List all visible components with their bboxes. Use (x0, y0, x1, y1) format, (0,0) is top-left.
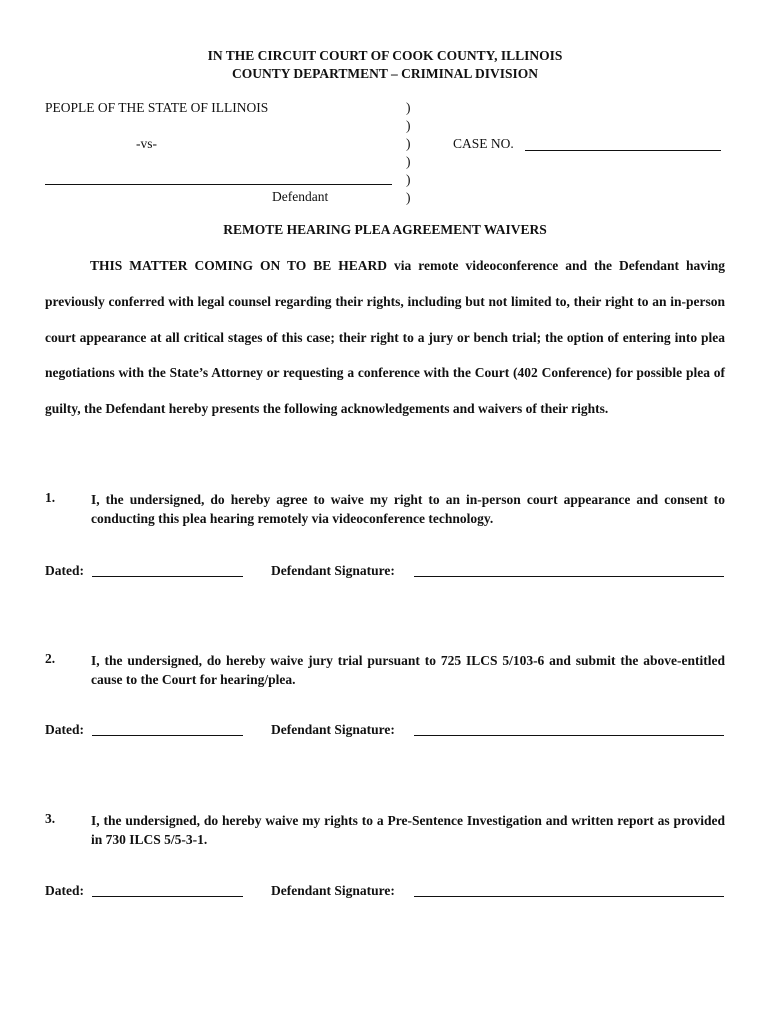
waiver-number: 3. (45, 811, 56, 826)
caption-paren: ) (406, 118, 411, 133)
case-no-label: CASE NO. (453, 136, 514, 151)
intro-paragraph: THIS MATTER COMING ON TO BE HEARD via remote videoconference and the Defendant having previously conferred with legal counsel regarding their rights, including but not limited to, their right to an in-person court appearance at all critical stages of this case; their right to a jury or bench trial; the option of entering into plea negotiations with the State’s Attorney or requesting a conference with the Court (402 Conference) for possible plea of guilty, the Defendant hereby presents the following acknowledgements and waivers of their rights. (45, 258, 725, 417)
defendant-label: Defendant (272, 189, 329, 204)
caption-paren: ) (406, 154, 411, 169)
document-title: REMOTE HEARING PLEA AGREEMENT WAIVERS (223, 222, 547, 237)
signature-label: Defendant Signature: (271, 563, 395, 578)
dated-label: Dated: (45, 563, 84, 578)
court-heading-line-2: COUNTY DEPARTMENT – CRIMINAL DIVISION (231, 66, 539, 81)
waiver-number: 1. (45, 490, 56, 505)
dated-label: Dated: (45, 722, 84, 737)
dated-field[interactable] (92, 896, 243, 897)
waiver-number: 2. (45, 651, 56, 666)
plaintiff-name: PEOPLE OF THE STATE OF ILLINOIS (45, 100, 269, 115)
caption-paren: ) (406, 172, 411, 187)
caption-paren: ) (406, 100, 411, 115)
signature-label: Defendant Signature: (271, 722, 395, 737)
signature-field[interactable] (414, 735, 724, 736)
caption-paren: ) (406, 136, 411, 151)
signature-field[interactable] (414, 896, 724, 897)
waiver-text: I, the undersigned, do hereby waive my rights to a Pre-Sentence Investigation and written report as provided in 730 ILCS 5/5-3-1. (91, 813, 725, 847)
waiver-text: I, the undersigned, do hereby agree to waive my right to an in-person court appearance and consent to conducting this plea hearing remotely via videoconference technology. (91, 492, 725, 526)
defendant-name-line[interactable] (45, 184, 392, 185)
dated-field[interactable] (92, 576, 243, 577)
caption-paren: ) (406, 190, 411, 205)
case-no-field[interactable] (525, 150, 721, 151)
signature-label: Defendant Signature: (271, 883, 395, 898)
waiver-text: I, the undersigned, do hereby waive jury trial pursuant to 725 ILCS 5/103-6 and submit the above-entitled cause to the Court for hearing/plea. (91, 653, 725, 687)
versus-label: -vs- (136, 136, 157, 151)
signature-field[interactable] (414, 576, 724, 577)
court-heading-line-1: IN THE CIRCUIT COURT OF COOK COUNTY, ILLINOIS (207, 48, 563, 63)
dated-field[interactable] (92, 735, 243, 736)
dated-label: Dated: (45, 883, 84, 898)
